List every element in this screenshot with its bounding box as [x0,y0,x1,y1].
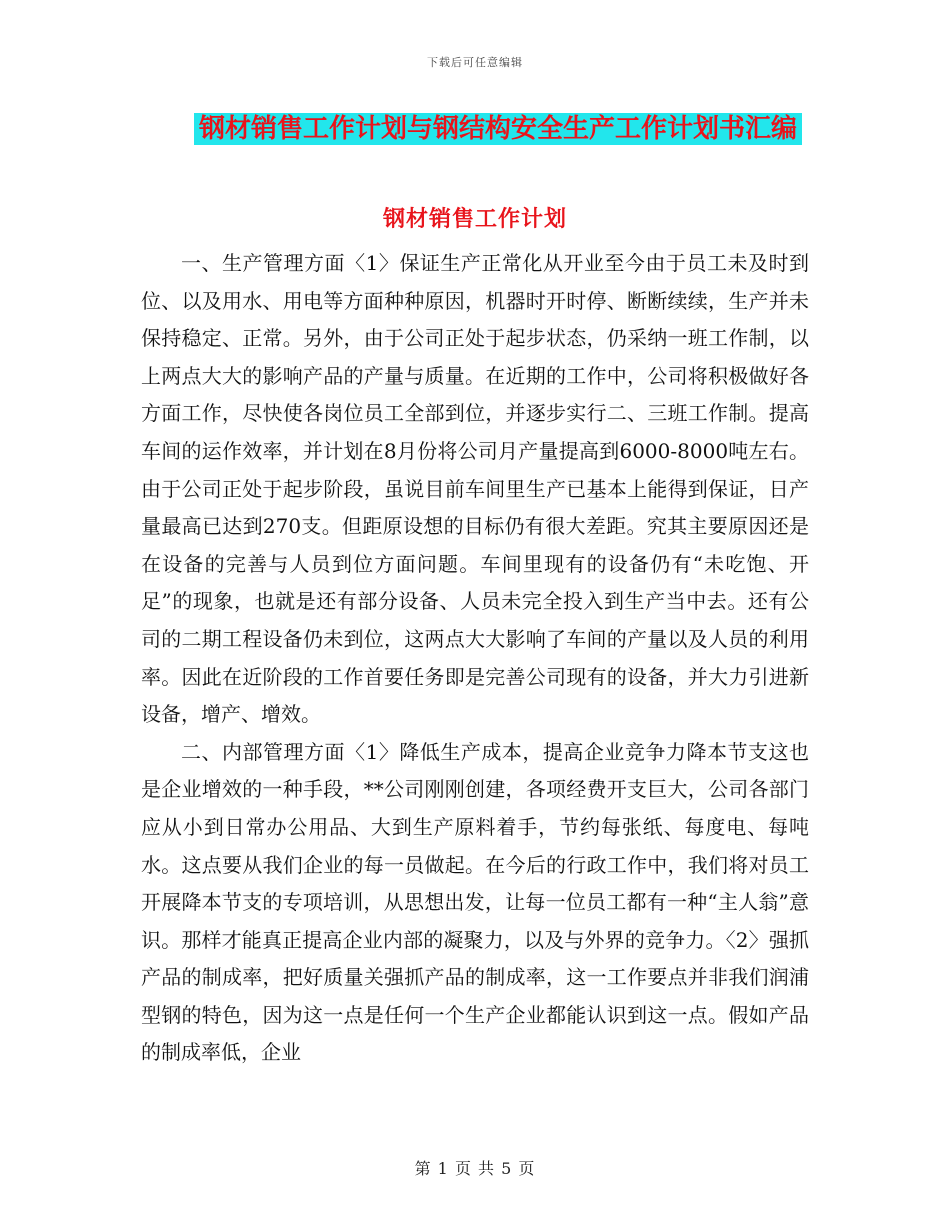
paragraph-1: 一、生产管理方面〈1〉保证生产正常化从开业至今由于员工未及时到位、以及用水、用电等方面种种原因，机器时开时停、断断续续，生产并未保持稳定、正常。另外，由于公司正处于起步状态，仍采纳一班工作制，以上两点大大的影响产品的产量与质量。在近期的工作中，公司将积极做好各方面工作，尽快使各岗位员工全部到位，并逐步实行二、三班工作制。提高车间的运作效率，并计划在8月份将公司月产量提高到6000-8000吨左右。由于公司正处于起步阶段，虽说目前车间里生产已基本上能得到保证，日产量最高已达到270支。但距原设想的目标仍有很大差距。究其主要原因还是在设备的完善与人员到位方面问题。车间里现有的设备仍有“未吃饱、开足”的现象，也就是还有部分设备、人员未完全投入到生产当中去。还有公司的二期工程设备仍未到位，这两点大大影响了车间的产量以及人员的利用率。因此在近阶段的工作首要任务即是完善公司现有的设备，并大力引进新设备，增产、增效。 [141,251,809,727]
section-title: 钢材销售工作计划 [382,206,567,232]
body-text [141,245,809,1072]
header-note: 下载后可任意编辑 [427,56,523,69]
document-title: 钢材销售工作计划与钢结构安全生产工作计划书汇编 [194,113,802,145]
page-footer: 第 1 页 共 5 页 [414,1159,536,1178]
paragraph-2: 二、内部管理方面〈1〉降低生产成本，提高企业竞争力降本节支这也是企业增效的一种手段，**公司刚刚创建，各项经费开支巨大，公司各部门应从小到日常办公用品、大到生产原料着手，节约每张纸、每度电、每吨水。这点要从我们企业的每一员做起。在今后的行政工作中，我们将对员工开展降本节支的专项培训，从思想出发，让每一位员工都有一种“主人翁”意识。那样才能真正提高企业内部的凝聚力，以及与外界的竞争力。〈2〉强抓产品的制成率，把好质量关强抓产品的制成率，这一工作要点并非我们润浦型钢的特色，因为这一点是任何一个生产企业都能认识到这一点。假如产品的制成率低，企业 [141,739,809,1065]
